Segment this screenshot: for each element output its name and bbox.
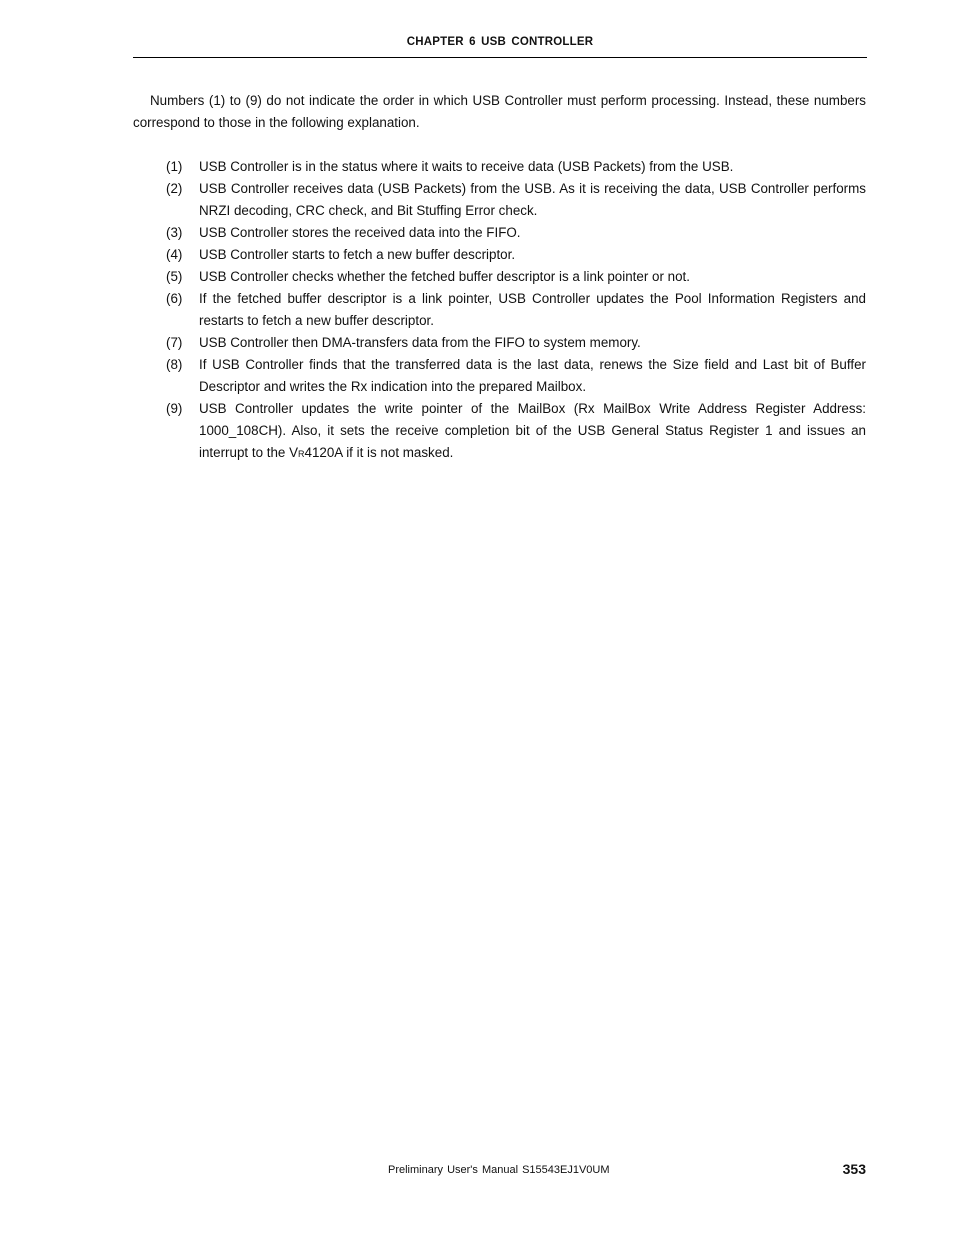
footer-manual-id: Preliminary User's Manual S15543EJ1V0UM <box>388 1164 610 1176</box>
list-item <box>166 354 866 398</box>
step-text: USB Controller stores the received data into the FIFO. <box>199 225 521 240</box>
step-text: USB Controller then DMA-transfers data from the FIFO to system memory. <box>199 335 641 350</box>
step-number: (3) <box>166 225 183 240</box>
step-number: (9) <box>166 401 183 416</box>
step-text-tail: 4120A if it is not masked. <box>304 445 454 460</box>
step-number: (5) <box>166 269 183 284</box>
step-text: USB Controller receives data (USB Packets) from the USB. As it is receiving the data, USB Controller performs NRZI decoding, CRC check, and Bit Stuffing Error check. <box>199 181 866 218</box>
list-item <box>166 222 866 244</box>
step-number: (6) <box>166 291 183 306</box>
subscript-r: R <box>298 449 305 459</box>
step-text: USB Controller starts to fetch a new buffer descriptor. <box>199 247 516 262</box>
header-divider <box>133 57 867 58</box>
step-list <box>166 156 866 465</box>
page-number: 353 <box>842 1161 866 1177</box>
step-number: (7) <box>166 335 183 350</box>
list-item <box>166 398 866 465</box>
list-item <box>166 244 866 266</box>
intro-paragraph: Numbers (1) to (9) do not indicate the order in which USB Controller must perform processing. Instead, these numbers correspond to those in the following explanation. <box>133 93 866 130</box>
step-text: If USB Controller finds that the transferred data is the last data, renews the Size field and Last bit of Buffer Descriptor and writes the Rx indication into the prepared Mailbox. <box>199 357 866 394</box>
step-number: (4) <box>166 247 183 262</box>
list-item <box>166 332 866 354</box>
list-item <box>166 156 866 178</box>
chapter-header: CHAPTER 6 USB CONTROLLER <box>406 36 594 48</box>
step-text: If the fetched buffer descriptor is a link pointer, USB Controller updates the Pool Information Registers and restarts to fetch a new buffer descriptor. <box>199 291 866 328</box>
step-text-main: USB Controller updates the write pointer of the MailBox (Rx MailBox Write Address Register Address: 1000_108CH). Also, it sets the receive completion bit of the USB General Status Register 1 and issues an interrupt to the V <box>199 401 866 460</box>
list-item <box>166 266 866 288</box>
list-item <box>166 288 866 332</box>
step-number: (1) <box>166 159 183 174</box>
list-item <box>166 178 866 222</box>
step-number: (8) <box>166 357 183 372</box>
step-text: USB Controller is in the status where it waits to receive data (USB Packets) from the USB. <box>199 159 734 174</box>
step-text: USB Controller checks whether the fetched buffer descriptor is a link pointer or not. <box>199 269 690 284</box>
step-text <box>199 398 866 465</box>
step-number: (2) <box>166 181 183 196</box>
